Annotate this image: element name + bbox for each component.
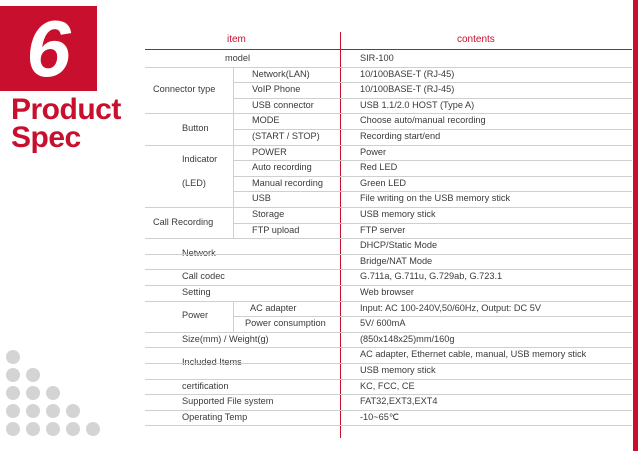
- spec-category: model: [225, 53, 251, 63]
- spec-subitem: USB: [252, 193, 271, 204]
- spec-value: 10/100BASE-T (RJ-45): [360, 68, 455, 79]
- spec-value: Power: [360, 146, 387, 157]
- row-divider: [233, 223, 632, 224]
- spec-category: Connector type: [153, 84, 216, 95]
- spec-category: Operating Temp: [182, 411, 248, 422]
- decorative-dots: [0, 0, 130, 451]
- spec-subitem: MODE: [252, 115, 280, 126]
- row-divider: [145, 425, 632, 426]
- spec-subitem: Manual recording: [252, 177, 323, 188]
- spec-subitem: USB connector: [252, 99, 314, 110]
- spec-category: Call codec: [182, 271, 225, 282]
- decorative-dot: [6, 368, 20, 382]
- decorative-dot: [46, 404, 60, 418]
- row-divider: [145, 285, 632, 286]
- spec-value: 5V/ 600mA: [360, 318, 406, 329]
- spec-value: Bridge/NAT Mode: [360, 255, 433, 266]
- header-contents: contents: [457, 34, 495, 45]
- row-divider: [145, 113, 632, 114]
- spec-value: Web browser: [360, 287, 414, 297]
- spec-value: 10/100BASE-T (RJ-45): [360, 84, 455, 95]
- spec-category: Indicator: [182, 154, 218, 165]
- spec-category: certification: [182, 380, 229, 391]
- subitem-divider: [233, 207, 234, 238]
- row-divider: [145, 207, 632, 208]
- column-divider: [340, 32, 341, 438]
- header-divider: [145, 49, 632, 50]
- decorative-dot: [26, 422, 40, 436]
- spec-value: KC, FCC, CE: [360, 380, 415, 391]
- table-header: [145, 34, 632, 49]
- decorative-dot: [6, 386, 20, 400]
- spec-value: G.711a, G.711u, G.729ab, G.723.1: [360, 271, 503, 282]
- decorative-dot: [66, 422, 80, 436]
- decorative-dot: [6, 404, 20, 418]
- spec-value: DHCP/Static Mode: [360, 240, 438, 251]
- decorative-dot: [46, 386, 60, 400]
- row-divider: [145, 145, 632, 146]
- spec-value: FTP server: [360, 224, 406, 235]
- row-divider: [233, 129, 632, 130]
- row-divider: [145, 347, 632, 348]
- page-title-line2: Spec: [11, 121, 81, 154]
- spec-value: Input: AC 100-240V,50/60Hz, Output: DC 5V: [360, 302, 541, 313]
- decorative-dot: [6, 422, 20, 436]
- row-divider: [145, 410, 632, 411]
- decorative-dot: [46, 422, 60, 436]
- decorative-dot: [86, 422, 100, 436]
- spec-value: USB 1.1/2.0 HOST (Type A): [360, 99, 475, 110]
- spec-category: Size(mm) / Weight(g): [182, 333, 269, 344]
- spec-category: Power: [182, 310, 209, 321]
- subitem-divider: [233, 113, 234, 144]
- spec-subitem: FTP upload: [252, 224, 300, 235]
- row-divider: [145, 238, 632, 239]
- spec-subitem: Power consumption: [245, 318, 326, 329]
- subitem-divider: [233, 301, 234, 332]
- spec-value: Recording start/end: [360, 131, 441, 141]
- spec-value: Choose auto/manual recording: [360, 115, 486, 126]
- page-title-line1: Product: [11, 93, 121, 126]
- spec-value: USB memory stick: [360, 365, 436, 375]
- spec-subitem: Auto recording: [252, 162, 312, 173]
- row-divider: [145, 269, 632, 270]
- row-divider: [233, 98, 632, 99]
- row-divider: [145, 301, 632, 302]
- header-item: item: [227, 34, 246, 45]
- row-divider: [145, 332, 632, 333]
- spec-value: SIR-100: [360, 53, 394, 63]
- row-divider: [233, 176, 632, 177]
- spec-subitem: (START / STOP): [252, 131, 320, 141]
- row-divider: [233, 316, 632, 317]
- row-divider: [233, 191, 632, 192]
- spec-category: Call Recording: [153, 216, 214, 227]
- decorative-dot: [26, 404, 40, 418]
- row-divider: [145, 363, 632, 364]
- spec-category: Setting: [182, 287, 211, 297]
- spec-value: Red LED: [360, 162, 398, 173]
- decorative-dot: [26, 386, 40, 400]
- decorative-dot: [66, 404, 80, 418]
- decorative-dot: [6, 350, 20, 364]
- spec-value: USB memory stick: [360, 209, 436, 219]
- spec-category: Button: [182, 123, 209, 134]
- spec-value: AC adapter, Ethernet cable, manual, USB memory stick: [360, 349, 587, 360]
- spec-value: (850x148x25)mm/160g: [360, 333, 455, 344]
- section-number: 6: [26, 4, 71, 93]
- row-divider: [145, 254, 632, 255]
- spec-category: Supported File system: [182, 396, 274, 407]
- spec-value: FAT32,EXT3,EXT4: [360, 396, 438, 407]
- subitem-divider: [233, 145, 234, 207]
- row-divider: [233, 160, 632, 161]
- spec-category: (LED): [182, 177, 206, 188]
- spec-table: [145, 26, 632, 444]
- spec-value: -10~65℃: [360, 411, 400, 422]
- right-accent-bar: [633, 0, 638, 451]
- spec-subitem: Network(LAN): [252, 68, 310, 79]
- spec-value: Green LED: [360, 177, 406, 188]
- spec-subitem: AC adapter: [250, 302, 297, 313]
- decorative-dot: [26, 368, 40, 382]
- subitem-divider: [233, 67, 234, 114]
- row-divider: [145, 394, 632, 395]
- spec-subitem: Storage: [252, 209, 285, 219]
- spec-subitem: VoIP Phone: [252, 84, 301, 95]
- row-divider: [145, 379, 632, 380]
- spec-subitem: POWER: [252, 146, 287, 157]
- row-divider: [233, 82, 632, 83]
- row-divider: [145, 67, 632, 68]
- spec-value: File writing on the USB memory stick: [360, 193, 511, 204]
